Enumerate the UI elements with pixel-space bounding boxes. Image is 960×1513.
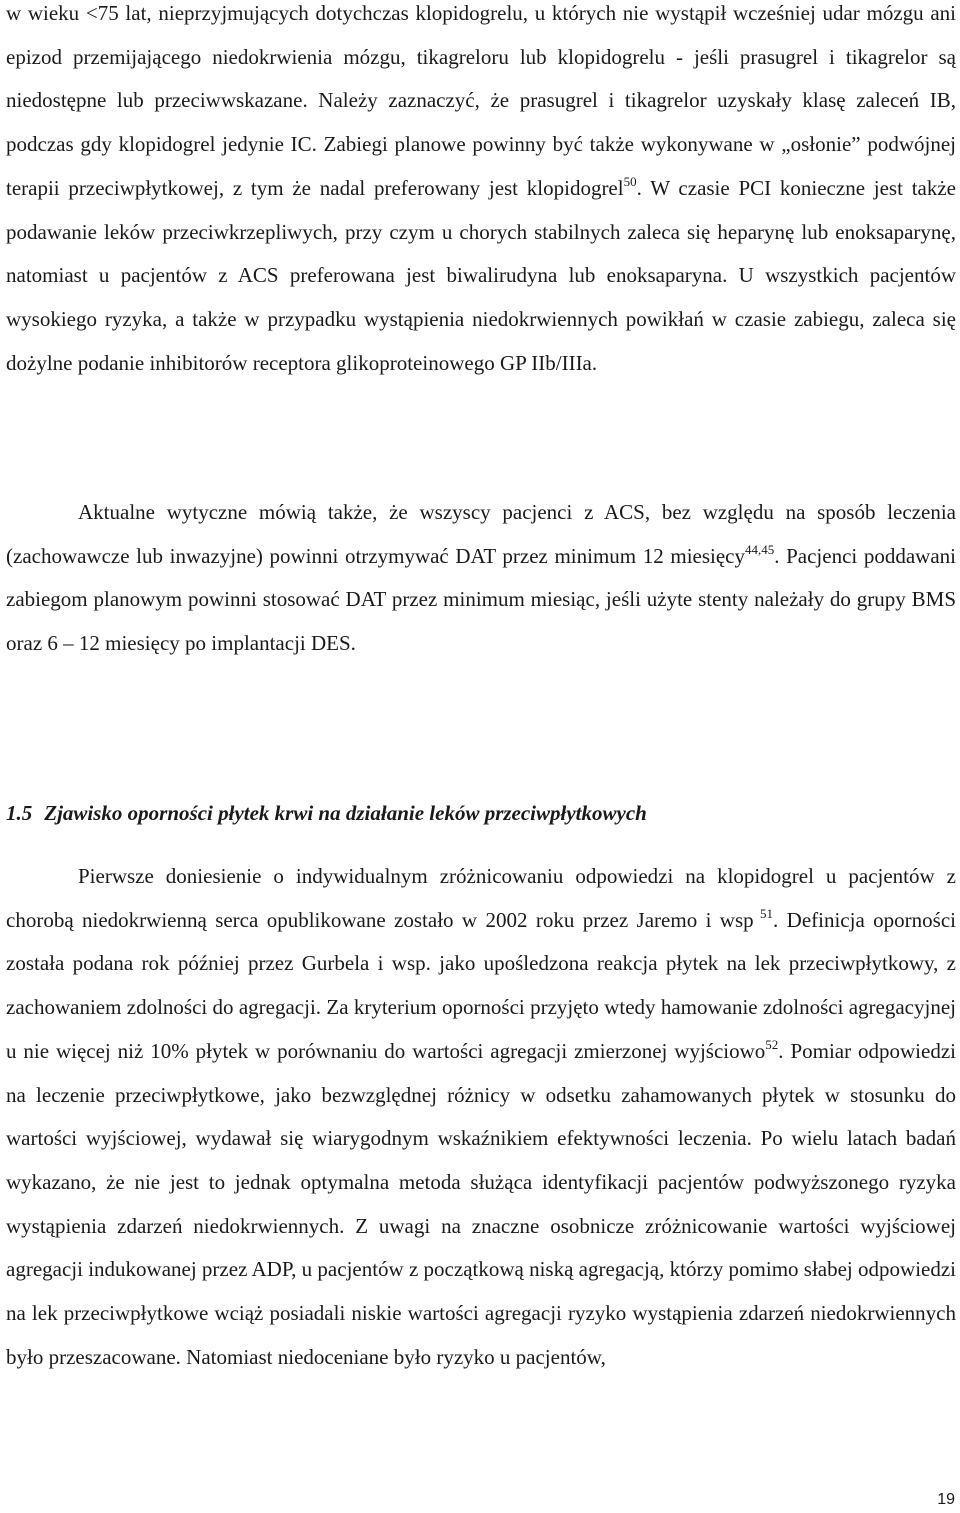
paragraph-2-text-b: . Pacjenci poddawani zabiegom planowym powinni stosować DAT przez minimum miesiąc, jeśli użyte stenty należały do grupy BMS oraz 6 – 12 miesięcy po implantacji DES.	[6, 543, 956, 656]
section-heading-title: Zjawisko oporności płytek krwi na działanie leków przeciwpłytkowych	[44, 801, 647, 825]
paragraph-3-text-c: . Pomiar odpowiedzi na leczenie przeciwpłytkowe, jako bezwzględnej różnicy w odsetku zahamowanych płytek w stosunku do wartości wyjściowej, wydawał się wiarygodnym wskaźnikiem efektywności leczenia. Po wielu latach badań wykazano, że nie jest to jednak optymalna metoda służąca identyfikacji pacjentów podwyższonego ryzyka wystąpienia zdarzeń niedokrwiennych. Z uwagi na znaczne osobnicze zróżnicowanie wartości wyjściowej agregacji indukowanej przez ADP, u pacjentów z początkową niską agregacją, którzy pomimo słabej odpowiedzi na lek przeciwpłytkowe wciąż posiadali niskie wartości agregacji ryzyko wystąpienia zdarzeń niedokrwiennych było przeszacowane. Natomiast niedoceniane było ryzyko u pacjentów,	[6, 1038, 956, 1369]
paragraph-2-text-a: Aktualne wytyczne mówią także, że wszyscy pacjenci z ACS, bez względu na sposób leczenia (zachowawcze lub inwazyjne) powinni otrzymywać DAT przez minimum 12 miesięcy	[6, 500, 956, 568]
citation-51: 51	[753, 905, 774, 921]
paragraph-3-text-a: Pierwsze doniesienie o indywidualnym zróżnicowaniu odpowiedzi na klopidogrel u pacjentów z chorobą niedokrwienną serca opublikowane zostało w 2002 roku przez Jaremo i wsp	[6, 864, 956, 932]
paragraph-3	[6, 855, 956, 1379]
paragraph-1-text-b: . W czasie PCI konieczne jest także podawanie leków przeciwkrzepliwych, przy czym u chorych stabilnych zaleca się heparynę lub enoksaparynę, natomiast u pacjentów z ACS preferowana jest biwalirudyna lub enoksaparyna. U wszystkich pacjentów wysokiego ryzyka, a także w przypadku wystąpienia niedokrwiennych powikłań w czasie zabiegu, zaleca się dożylne podanie inhibitorów receptora glikoproteinowego GP IIb/IIIa.	[6, 175, 956, 375]
paragraph-1	[6, 0, 956, 385]
page-number: 19	[937, 1491, 955, 1508]
paragraph-2	[6, 491, 956, 666]
paragraph-block-3	[6, 855, 956, 1379]
paragraph-3-text-b: . Definicja oporności została podana rok później przez Gurbela i wsp. jako upośledzona reakcja płytek na lek przeciwpłytkowy, z zachowaniem zdolności do agregacji. Za kryterium oporności przyjęto wtedy hamowanie zdolności agregacyjnej u nie więcej niż 10% płytek w porównaniu do wartości agregacji zmierzonej wyjściowo	[6, 907, 956, 1063]
section-heading	[6, 797, 647, 829]
citation-44-45: 44,45	[745, 541, 775, 557]
paragraph-1-text-a: w wieku <75 lat, nieprzyjmujących dotychczas klopidogrelu, u których nie wystąpił wcześniej udar mózgu ani epizod przemijającego niedokrwienia mózgu, tikagreloru lub klopidogrelu - jeśli prasugrel i tikagrelor są niedostępne lub przeciwwskazane. Należy zaznaczyć, że prasugrel i tikagrelor uzyskały klasę zaleceń IB, podczas gdy klopidogrel jedynie IC. Zabiegi planowe powinny być także wykonywane w „osłonie” podwójnej terapii przeciwpłytkowej, z tym że nadal preferowany jest klopidogrel	[6, 1, 956, 200]
paragraph-block-1	[6, 0, 956, 385]
section-heading-number: 1.5	[6, 801, 33, 825]
paragraph-block-2	[6, 491, 956, 666]
citation-52: 52	[765, 1036, 779, 1052]
citation-50: 50	[623, 173, 637, 189]
